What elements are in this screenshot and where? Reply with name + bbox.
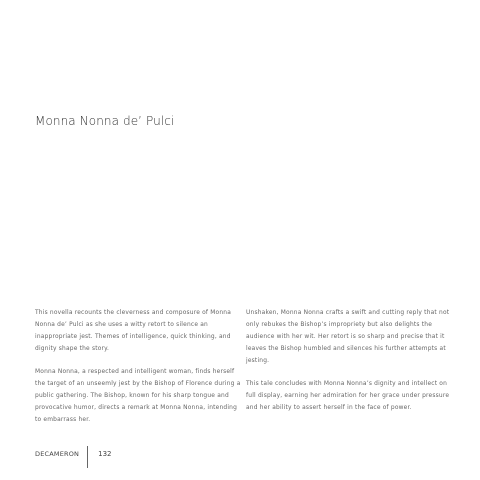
- paragraph: This tale concludes with Monna Nonna’s dignity and intellect on full display, earning her admiration for her grace under pressure and her ability to assert herself in the face of power.: [246, 381, 450, 411]
- page-number: 132: [98, 450, 112, 458]
- page-title: Monna Nonna de’ Pulci: [35, 114, 175, 128]
- running-title: DECAMERON: [35, 450, 80, 458]
- left-column: [35, 307, 242, 437]
- paragraph: Monna Nonna, a respected and intelligent woman, finds herself the target of an unseemly jest by the Bishop of Florence during a public gathering. The Bishop, known for his sharp tongue and provocative humor, directs a remark at Monna Nonna, intending to embarrass her.: [35, 369, 241, 423]
- page-footer: [35, 443, 111, 465]
- paragraph: Unshaken, Monna Nonna crafts a swift and cutting reply that not only rebukes the Bishop’s impropriety but also delights the audience with her wit. Her retort is so sharp and precise that it leaves the Bishop humbled and silences his further attempts at jesting.: [246, 310, 450, 364]
- right-column: [246, 307, 453, 425]
- paragraph: This novella recounts the cleverness and composure of Monna Nonna de’ Pulci as she uses a witty retort to silence an inappropriate jest. Themes of intelligence, quick thinking, and dignity shape the story.: [35, 310, 232, 352]
